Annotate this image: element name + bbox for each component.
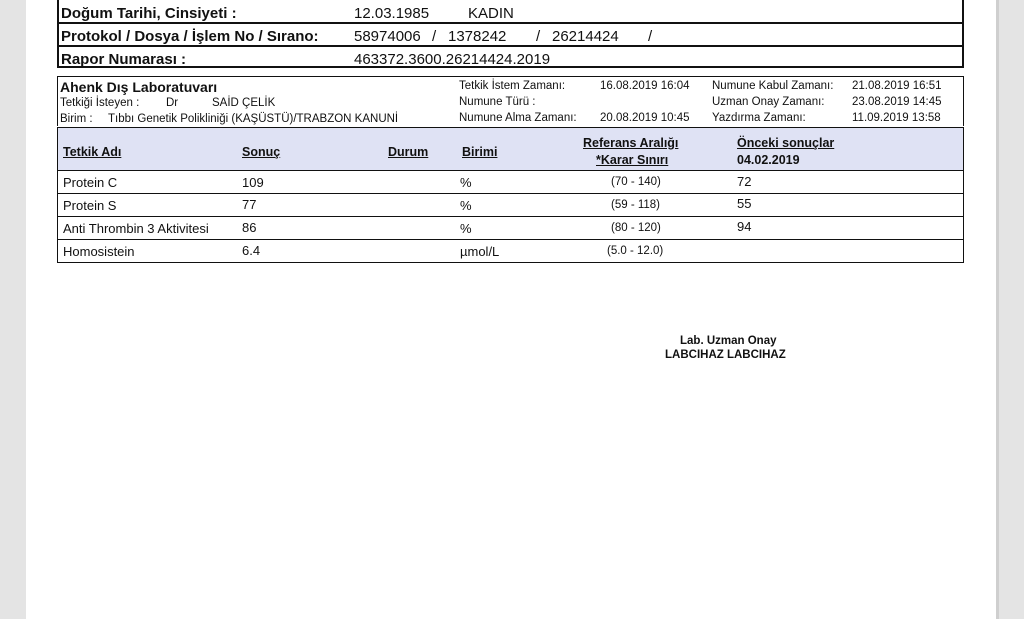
requester-title: Dr	[166, 97, 179, 109]
report-number-label: Rapor Numarası :	[61, 51, 187, 68]
table-row	[57, 239, 964, 263]
unit-value: Tıbbı Genetik Polikliniği (KAŞÜSTÜ)/TRABZON KANUNİ	[108, 113, 399, 125]
test-reference: (5.0 - 12.0)	[607, 245, 664, 257]
islem-no: 26214424	[552, 28, 619, 45]
request-time: 16.08.2019 16:04	[600, 80, 690, 92]
col-header-test-name: Tetkik Adı	[63, 145, 122, 159]
test-reference: (70 - 140)	[611, 176, 661, 188]
separator: /	[648, 28, 653, 45]
gender-value: KADIN	[468, 5, 514, 22]
col-header-result: Sonuç	[242, 145, 281, 159]
separator: /	[536, 28, 541, 45]
signature-name: LABCIHAZ LABCIHAZ	[665, 349, 786, 361]
unit-label: Birim :	[60, 113, 93, 125]
protocol-label: Protokol / Dosya / İşlem No / Sırano:	[61, 28, 319, 45]
header-divider	[57, 22, 964, 24]
test-name: Protein S	[63, 198, 117, 213]
sample-accept-label: Numune Kabul Zamanı:	[712, 80, 834, 92]
test-result: 109	[242, 175, 264, 190]
test-reference: (59 - 118)	[611, 199, 661, 211]
signature-title: Lab. Uzman Onay	[680, 335, 777, 347]
col-header-decision-limit: *Karar Sınırı	[596, 153, 669, 167]
protocol-no: 58974006	[354, 28, 421, 45]
expert-approve-time: 23.08.2019 14:45	[852, 96, 942, 108]
test-reference: (80 - 120)	[611, 222, 661, 234]
col-header-previous: Önceki sonuçlar	[737, 136, 835, 150]
dob-value: 12.03.1985	[354, 5, 430, 22]
requester-name: SAİD ÇELİK	[212, 97, 276, 109]
lab-name: Ahenk Dış Laboratuvarı	[60, 79, 218, 95]
print-time-label: Yazdırma Zamanı:	[712, 112, 806, 124]
expert-approve-label: Uzman Onay Zamanı:	[712, 96, 825, 108]
test-result: 6.4	[242, 243, 261, 258]
sample-type-label: Numune Türü :	[459, 96, 536, 108]
table-row	[57, 193, 964, 217]
sample-taken-time: 20.08.2019 10:45	[600, 112, 690, 124]
test-previous: 72	[737, 174, 752, 189]
page-edge	[996, 0, 999, 619]
col-header-previous-date: 04.02.2019	[737, 153, 800, 167]
requester-label: Tetkiği İsteyen :	[60, 97, 140, 109]
separator: /	[432, 28, 437, 45]
test-previous: 94	[737, 219, 752, 234]
test-name: Homosistein	[63, 244, 135, 259]
print-time: 11.09.2019 13:58	[852, 112, 941, 124]
table-row	[57, 170, 964, 194]
test-unit: µmol/L	[460, 244, 500, 259]
test-unit: %	[460, 175, 472, 190]
dob-label: Doğum Tarihi, Cinsiyeti :	[61, 5, 237, 22]
col-header-unit: Birimi	[462, 145, 498, 159]
col-header-status: Durum	[388, 145, 429, 159]
test-previous: 55	[737, 196, 752, 211]
test-result: 86	[242, 220, 257, 235]
sample-accept-time: 21.08.2019 16:51	[852, 80, 942, 92]
dosya-no: 1378242	[448, 28, 507, 45]
request-time-label: Tetkik İstem Zamanı:	[459, 80, 566, 92]
test-name: Anti Thrombin 3 Aktivitesi	[63, 221, 209, 236]
sample-taken-label: Numune Alma Zamanı:	[459, 112, 577, 124]
col-header-reference: Referans Aralığı	[583, 136, 679, 150]
report-number: 463372.3600.26214424.2019	[354, 51, 551, 68]
header-divider	[57, 45, 964, 47]
test-result: 77	[242, 197, 257, 212]
test-unit: %	[460, 198, 472, 213]
test-unit: %	[460, 221, 472, 236]
test-name: Protein C	[63, 175, 118, 190]
